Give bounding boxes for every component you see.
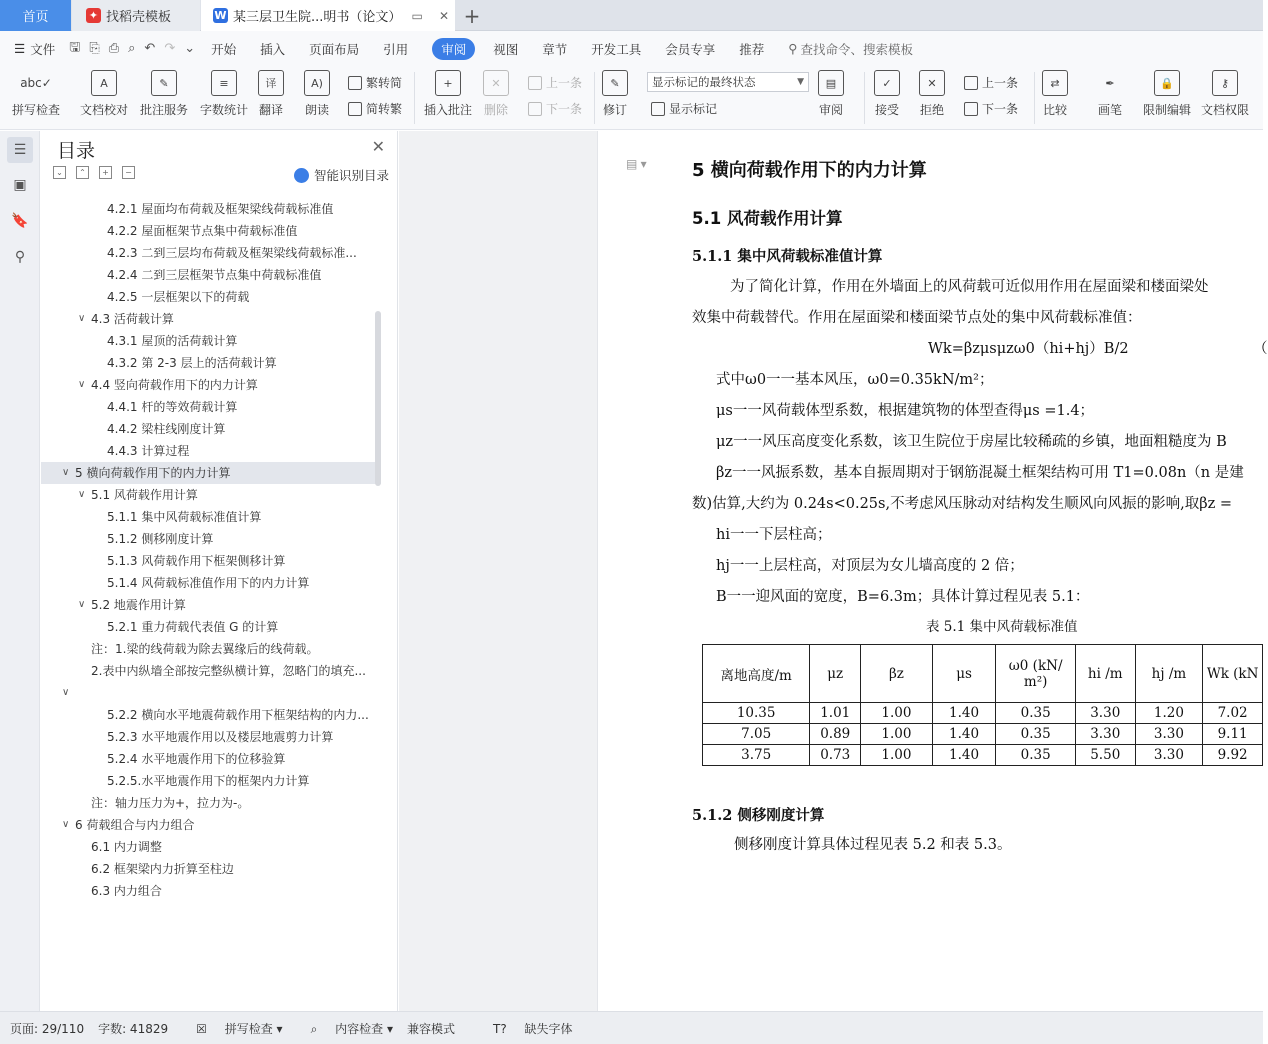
spell-check-icon: abc✓ <box>20 76 52 90</box>
word-count-icon: ≡ <box>211 70 237 96</box>
next-comment-button[interactable] <box>528 100 582 117</box>
definition-line: hi一一下层柱高； <box>716 527 832 543</box>
expand-all-icon[interactable]: ⌄ <box>53 166 66 179</box>
table-cell: 1.00 <box>861 745 933 766</box>
menu-references[interactable]: 引用 <box>383 41 409 57</box>
undo-icon[interactable]: ↶ <box>144 41 156 56</box>
show-markup-label: 显示标记 <box>669 102 718 116</box>
toc-item-label: 5.1 风荷载作用计算 <box>91 488 198 502</box>
toc-item-label: 4.4.2 梁柱线刚度计算 <box>107 422 226 436</box>
tab-home[interactable] <box>0 0 71 31</box>
search-icon[interactable]: ⚲ <box>14 249 26 265</box>
toc-item[interactable] <box>41 506 381 528</box>
reject-button[interactable] <box>919 70 945 118</box>
command-search-placeholder: 查找命令、搜索模板 <box>800 41 913 57</box>
toc-item-label: 6.3 内力组合 <box>91 884 162 898</box>
definition-line: 式中ω0一一基本风压，ω0=0.35kN/m²； <box>716 372 994 388</box>
toc-item[interactable] <box>41 242 381 264</box>
accept-label: 接受 <box>874 103 899 117</box>
toc-item-label: 4.3 活荷载计算 <box>91 312 174 326</box>
remove-heading-icon[interactable]: − <box>122 166 135 179</box>
toc-item-label: 6.1 内力调整 <box>91 840 162 854</box>
spell-check-label: 拼写检查 <box>12 103 61 117</box>
chevron-down-icon[interactable]: ∨ <box>62 687 70 698</box>
delete-comment-button[interactable] <box>483 70 509 118</box>
table-cell: 1.01 <box>810 703 861 724</box>
toc-item-label: 4.4.3 计算过程 <box>107 444 190 458</box>
tab-pin-icon[interactable]: ▭ <box>411 8 423 23</box>
tab-document-label: 某三层卫生院...明书（论文） <box>233 10 402 25</box>
review-pane-button[interactable] <box>818 70 844 118</box>
tab-template-label: 找稻壳模板 <box>106 10 172 25</box>
definition-line: μs一一风荷载体型系数，根据建筑物的体型查得μs =1.4； <box>716 403 1095 419</box>
table-cell: 9.92 <box>1203 745 1263 766</box>
menu-insert[interactable]: 插入 <box>260 41 286 57</box>
toc-item[interactable] <box>41 792 381 814</box>
menu-view[interactable]: 视图 <box>493 41 519 57</box>
export-pdf-icon[interactable]: ⎘ <box>89 41 100 56</box>
next-change-label: 下一条 <box>982 102 1019 116</box>
toc-item-label: 5.2.2 横向水平地震荷载作用下框架结构的内力... <box>107 708 369 722</box>
spell-check-button[interactable] <box>12 70 60 118</box>
toc-item-label: 注：轴力压力为+，拉力为-。 <box>91 796 250 810</box>
toc-item-label: 4.2.4 二到三层框架节点集中荷载标准值 <box>107 268 322 282</box>
insert-comment-button[interactable] <box>424 70 472 118</box>
chevron-down-icon[interactable]: ∨ <box>62 467 70 478</box>
tab-home-label: 首页 <box>22 10 49 25</box>
page-options-icon[interactable]: ▤ ▾ <box>626 157 647 171</box>
pen-icon: ✒ <box>1105 76 1115 90</box>
table-cell: 3.75 <box>703 745 810 766</box>
menu-bar <box>0 31 1263 66</box>
toc-item-label: 5.2.1 重力荷载代表值 G 的计算 <box>107 620 279 634</box>
toc-item[interactable] <box>41 330 381 352</box>
menu-review[interactable]: 审阅 <box>432 38 475 60</box>
annotation-service-button[interactable] <box>140 70 188 118</box>
toc-item-label: 5.1.1 集中风荷载标准值计算 <box>107 510 262 524</box>
file-menu[interactable] <box>14 40 55 58</box>
dropdown-arrow-icon: ▼ <box>797 77 804 87</box>
redo-icon[interactable]: ↷ <box>164 41 176 56</box>
show-markup-button[interactable] <box>651 100 717 117</box>
compare-label: 比较 <box>1042 103 1067 117</box>
heading-subsection: 5.1.2 侧移刚度计算 <box>692 807 825 824</box>
markup-state-value: 显示标记的最终状态 <box>652 75 756 89</box>
table-cell: 1.00 <box>861 724 933 745</box>
table-cell: 1.40 <box>932 745 996 766</box>
document-permission-label: 文档权限 <box>1201 103 1250 117</box>
toc-item-label: 4.4 竖向荷载作用下的内力计算 <box>91 378 258 392</box>
definition-line: βz一一风振系数，基本自振周期对于钢筋混凝土框架结构可用 T1=0.08n（n 是建 <box>716 465 1244 481</box>
menu-section[interactable]: 章节 <box>542 41 568 57</box>
toc-item[interactable] <box>41 858 381 880</box>
paragraph-line: 为了简化计算，作用在外墙面上的风荷载可近似用作用在屋面梁和楼面梁处 <box>730 279 1209 295</box>
translate-icon: 译 <box>258 70 284 96</box>
reject-label: 拒绝 <box>919 103 944 117</box>
toc-item-label: 4.2.2 屋面框架节点集中荷载标准值 <box>107 224 298 238</box>
toc-item[interactable] <box>41 220 381 242</box>
document-page[interactable] <box>597 131 1268 1011</box>
nav-strip <box>0 131 40 1011</box>
definition-line: B一一迎风面的宽度，B=6.3m；具体计算过程见表 5.1： <box>716 589 1090 605</box>
print-preview-icon[interactable]: ⌕ <box>128 41 136 56</box>
ribbon-separator <box>1034 72 1035 124</box>
print-icon[interactable]: ⎙ <box>108 41 120 56</box>
track-changes-button[interactable] <box>602 70 628 118</box>
table-cell: 5.50 <box>1075 745 1135 766</box>
read-aloud-label: 朗读 <box>304 103 329 117</box>
heading-subsection: 5.1.1 集中风荷载标准值计算 <box>692 248 883 265</box>
trad-simp-icon <box>348 76 362 90</box>
content-check-icon: ⌕ <box>310 1021 318 1036</box>
toc-item[interactable] <box>41 352 381 374</box>
table-cell: 1.20 <box>1135 703 1203 724</box>
plus-icon: + <box>463 3 481 28</box>
menu-developer[interactable]: 开发工具 <box>591 41 642 57</box>
toc-item-label: 4.3.2 第 2-3 层上的活荷载计算 <box>107 356 277 370</box>
heading-chapter: 5 横向荷载作用下的内力计算 <box>692 160 927 181</box>
page-indicator[interactable]: 页面: 29/110 <box>10 1021 85 1036</box>
definition-line: 数)估算,大约为 0.24s<0.25s,不考虑风压脉动对结构发生顺风向风振的影响,取βz = <box>692 496 1232 512</box>
table-header: 离地高度/m <box>703 645 810 703</box>
paragraph-line: 侧移刚度计算具体过程见表 5.2 和表 5.3。 <box>734 837 1012 853</box>
table-cell: 3.30 <box>1135 724 1203 745</box>
simp-to-trad-button[interactable] <box>348 100 402 117</box>
ai-icon <box>294 168 309 183</box>
simp-trad-icon <box>348 102 362 116</box>
chevron-down-icon[interactable]: ∨ <box>62 819 70 830</box>
more-chevron-icon[interactable]: ⌄ <box>184 41 196 56</box>
prev-change-button[interactable] <box>964 74 1018 91</box>
table-header: μs <box>932 645 996 703</box>
toc-item-label: 4.2.3 二到三层均布荷载及框架梁线荷载标准... <box>107 246 357 260</box>
markup-state-select[interactable] <box>647 72 809 92</box>
next-change-button[interactable] <box>964 100 1018 117</box>
toc-item[interactable] <box>41 660 381 682</box>
table-cell: 0.89 <box>810 724 861 745</box>
wps-writer-icon: W <box>214 9 227 22</box>
definition-line: μz一一风压高度变化系数，该卫生院位于房屋比较稀疏的乡镇，地面粗糙度为 B <box>716 434 1227 450</box>
toc-scrollbar[interactable] <box>375 311 381 486</box>
chevron-down-icon[interactable]: ∨ <box>78 489 86 500</box>
missing-font-status[interactable] <box>479 1020 573 1037</box>
proofread-label: 文档校对 <box>80 103 129 117</box>
word-count-indicator[interactable]: 字数: 41829 <box>98 1021 169 1036</box>
table-caption: 表 5.1 集中风荷载标准值 <box>926 619 1078 635</box>
chevron-down-icon[interactable]: ∨ <box>78 379 86 390</box>
accept-icon: ✓ <box>874 70 900 96</box>
next-comment-label: 下一条 <box>546 102 583 116</box>
tab-bar <box>0 0 1263 31</box>
prev-comment-icon <box>528 76 542 90</box>
chapter-nav-icon[interactable]: ▣ <box>13 177 27 193</box>
table-cell: 1.40 <box>932 703 996 724</box>
tab-template[interactable] <box>72 0 200 31</box>
chevron-down-icon[interactable]: ∨ <box>78 599 86 610</box>
toc-item-label: 5.1.3 风荷载作用下框架侧移计算 <box>107 554 286 568</box>
table-cell: 7.02 <box>1203 703 1263 724</box>
menu-layout[interactable]: 页面布局 <box>309 41 360 57</box>
tab-document[interactable] <box>201 0 455 31</box>
simp-to-trad-label: 简转繁 <box>366 102 403 116</box>
toc-item-label: 注：1.梁的线荷载为除去翼缘后的线荷载。 <box>91 642 319 656</box>
toc-nav-icon[interactable]: ☰ <box>7 137 33 163</box>
toc-title: 目录 <box>57 140 96 162</box>
pen-button[interactable] <box>1097 70 1123 118</box>
new-tab-button[interactable] <box>458 0 486 31</box>
toc-item[interactable] <box>41 374 381 396</box>
compare-icon: ⇄ <box>1042 70 1068 96</box>
toc-panel <box>41 131 398 1011</box>
toc-item[interactable] <box>41 682 381 704</box>
toc-item[interactable] <box>41 396 381 418</box>
menu-member[interactable]: 会员专享 <box>665 41 716 57</box>
table-cell: 3.30 <box>1075 703 1135 724</box>
table-body <box>703 703 1263 766</box>
collapse-all-icon[interactable]: ⌃ <box>76 166 89 179</box>
add-heading-icon[interactable]: + <box>99 166 112 179</box>
search-icon: ⚲ <box>788 41 798 56</box>
missing-font-label: 缺失字体 <box>524 1021 573 1036</box>
toc-item[interactable] <box>41 528 381 550</box>
toc-item[interactable] <box>41 616 381 638</box>
review-pane-label: 审阅 <box>818 103 843 117</box>
table-cell: 9.11 <box>1203 724 1263 745</box>
toc-item-label: 4.2.1 屋面均布荷载及框架梁线荷载标准值 <box>107 202 334 216</box>
table-cell: 7.05 <box>703 724 810 745</box>
prev-comment-button[interactable] <box>528 74 582 91</box>
document-permission-button[interactable] <box>1201 70 1249 118</box>
translate-label: 翻译 <box>258 103 283 117</box>
table-cell: 0.73 <box>810 745 861 766</box>
table-cell: 3.30 <box>1135 745 1203 766</box>
toc-item[interactable] <box>41 704 381 726</box>
show-markup-icon <box>651 102 665 116</box>
toc-item-label: 6.2 框架梁内力折算至柱边 <box>91 862 234 876</box>
table-row <box>703 703 1263 724</box>
toc-item[interactable] <box>41 286 381 308</box>
ribbon-separator <box>864 72 865 124</box>
save-icon[interactable]: 🖫 <box>69 39 81 55</box>
toc-item[interactable] <box>41 264 381 286</box>
toc-item[interactable] <box>41 462 381 484</box>
workspace-background <box>399 131 597 1011</box>
delete-comment-label: 删除 <box>483 103 508 117</box>
bookmark-icon[interactable]: 🔖 <box>11 213 29 229</box>
smart-toc-label: 智能识别目录 <box>313 168 389 183</box>
toc-item[interactable] <box>41 638 381 660</box>
annotation-service-label: 批注服务 <box>140 103 189 117</box>
compat-mode-status: 兼容模式 <box>407 1021 456 1036</box>
annotation-service-icon: ✎ <box>151 70 177 96</box>
missing-font-icon: T? <box>493 1021 507 1036</box>
toc-item[interactable] <box>41 726 381 748</box>
prev-comment-label: 上一条 <box>546 76 583 90</box>
insert-comment-icon: + <box>435 70 461 96</box>
toc-item-label: 5.2.5.水平地震作用下的框架内力计算 <box>107 774 310 788</box>
toc-item-label: 6 荷载组合与内力组合 <box>75 818 195 832</box>
prev-change-icon <box>964 76 978 90</box>
review-pane-icon: ▤ <box>818 70 844 96</box>
toc-item[interactable] <box>41 484 381 506</box>
toc-item-label: 5.2.4 水平地震作用下的位移验算 <box>107 752 286 766</box>
toc-item-label: 2.表中内纵墙全部按完整纵横计算，忽略门的填充... <box>91 664 366 678</box>
status-bar <box>0 1011 1263 1044</box>
spell-check-status-label: 拼写检查 <box>224 1021 273 1036</box>
next-change-icon <box>964 102 978 116</box>
docer-logo-icon: ✦ <box>86 8 101 23</box>
read-aloud-button[interactable] <box>304 70 330 118</box>
smart-toc-button[interactable] <box>294 166 389 184</box>
formula-number: （ <box>1253 341 1268 357</box>
quick-access-toolbar <box>69 38 195 60</box>
toc-item[interactable] <box>41 308 381 330</box>
toc-item-label: 5.2 地震作用计算 <box>91 598 186 612</box>
proofread-button[interactable] <box>80 70 128 118</box>
definition-line: hj一一上层柱高，对顶层为女儿墙高度的 2 倍； <box>716 558 1024 574</box>
close-icon[interactable]: ✕ <box>371 137 385 156</box>
command-search[interactable] <box>788 40 913 58</box>
table-cell: 0.35 <box>996 703 1076 724</box>
table-cell: 0.35 <box>996 724 1076 745</box>
toc-item-label: 5 横向荷载作用下的内力计算 <box>75 466 231 480</box>
toc-item[interactable] <box>41 418 381 440</box>
lock-icon: 🔒 <box>1154 70 1180 96</box>
tab-close-icon[interactable]: ✕ <box>438 8 449 23</box>
table-header: μz <box>810 645 861 703</box>
translate-button[interactable] <box>258 70 284 118</box>
toc-item-label: 4.4.1 杆的等效荷载计算 <box>107 400 238 414</box>
table-cell: 1.00 <box>861 703 933 724</box>
table-header: hi /m <box>1075 645 1135 703</box>
toc-item[interactable] <box>41 814 381 836</box>
spell-check-status[interactable]: ☒ 拼写检查 ▾ <box>196 1021 283 1036</box>
formula: Wk=βzμsμzω0（hi+hj）B/2 <box>928 341 1129 357</box>
toc-item[interactable] <box>41 594 381 616</box>
table-row <box>703 745 1263 766</box>
table-header: hj /m <box>1135 645 1203 703</box>
reject-icon: ✕ <box>919 70 945 96</box>
proofread-icon: A <box>91 70 117 96</box>
toc-item[interactable] <box>41 550 381 572</box>
wind-load-table <box>702 644 1263 766</box>
table-cell: 10.35 <box>703 703 810 724</box>
table-header: βz <box>861 645 933 703</box>
pen-label: 画笔 <box>1097 103 1122 117</box>
word-count-label: 字数统计 <box>200 103 249 117</box>
trad-to-simp-button[interactable] <box>348 74 402 91</box>
menu-recommend[interactable]: 推荐 <box>739 41 765 57</box>
table-cell: 3.30 <box>1075 724 1135 745</box>
compare-button[interactable] <box>1042 70 1068 118</box>
restrict-editing-button[interactable] <box>1143 70 1191 118</box>
table-header-row <box>703 645 1263 703</box>
next-comment-icon <box>528 102 542 116</box>
trad-to-simp-label: 繁转简 <box>366 76 403 90</box>
toc-item[interactable] <box>41 572 381 594</box>
toc-item[interactable] <box>41 440 381 462</box>
spell-check-status-icon: ☒ <box>196 1021 207 1036</box>
toc-item[interactable] <box>41 198 381 220</box>
table-cell: 1.40 <box>932 724 996 745</box>
restrict-editing-label: 限制编辑 <box>1143 103 1192 117</box>
review-ribbon <box>0 66 1263 130</box>
word-count-button[interactable] <box>200 70 248 118</box>
toc-item-label: 5.1.2 侧移刚度计算 <box>107 532 214 546</box>
chevron-down-icon[interactable]: ∨ <box>78 313 86 324</box>
ribbon-separator <box>414 72 415 124</box>
content-check-status[interactable]: ⌕ 内容检查 ▾ <box>310 1021 393 1036</box>
prev-change-label: 上一条 <box>982 76 1019 90</box>
hamburger-icon: ☰ <box>14 41 26 56</box>
toc-item-label: 5.2.3 水平地震作用以及楼层地震剪力计算 <box>107 730 334 744</box>
toc-item[interactable] <box>41 880 381 902</box>
heading-section: 5.1 风荷载作用计算 <box>692 209 843 228</box>
ribbon-separator <box>594 72 595 124</box>
toc-toolbar <box>53 166 135 179</box>
table-header: ω0 (kN/ m²) <box>996 645 1076 703</box>
content-check-label: 内容检查 <box>335 1021 384 1036</box>
delete-comment-icon: ✕ <box>483 70 509 96</box>
insert-comment-label: 插入批注 <box>424 103 473 117</box>
track-changes-icon: ✎ <box>602 70 628 96</box>
toc-item[interactable] <box>41 770 381 792</box>
table-row <box>703 724 1263 745</box>
toc-item-label: 4.2.5 一层框架以下的荷载 <box>107 290 250 304</box>
menu-start[interactable]: 开始 <box>211 41 237 57</box>
paragraph-line: 效集中荷载替代。作用在屋面梁和楼面梁节点处的集中风荷载标准值： <box>692 310 1142 326</box>
toc-item-label: 4.3.1 屋顶的活荷载计算 <box>107 334 238 348</box>
table-cell: 0.35 <box>996 745 1076 766</box>
read-aloud-icon: A) <box>304 70 330 96</box>
toc-item[interactable] <box>41 836 381 858</box>
permission-icon: ⚷ <box>1212 70 1238 96</box>
table-header: Wk (kN <box>1203 645 1263 703</box>
track-changes-label: 修订 <box>602 103 627 117</box>
toc-item[interactable] <box>41 748 381 770</box>
accept-button[interactable] <box>874 70 900 118</box>
toc-item-label: 5.1.4 风荷载标准值作用下的内力计算 <box>107 576 310 590</box>
file-menu-label: 文件 <box>30 41 56 57</box>
